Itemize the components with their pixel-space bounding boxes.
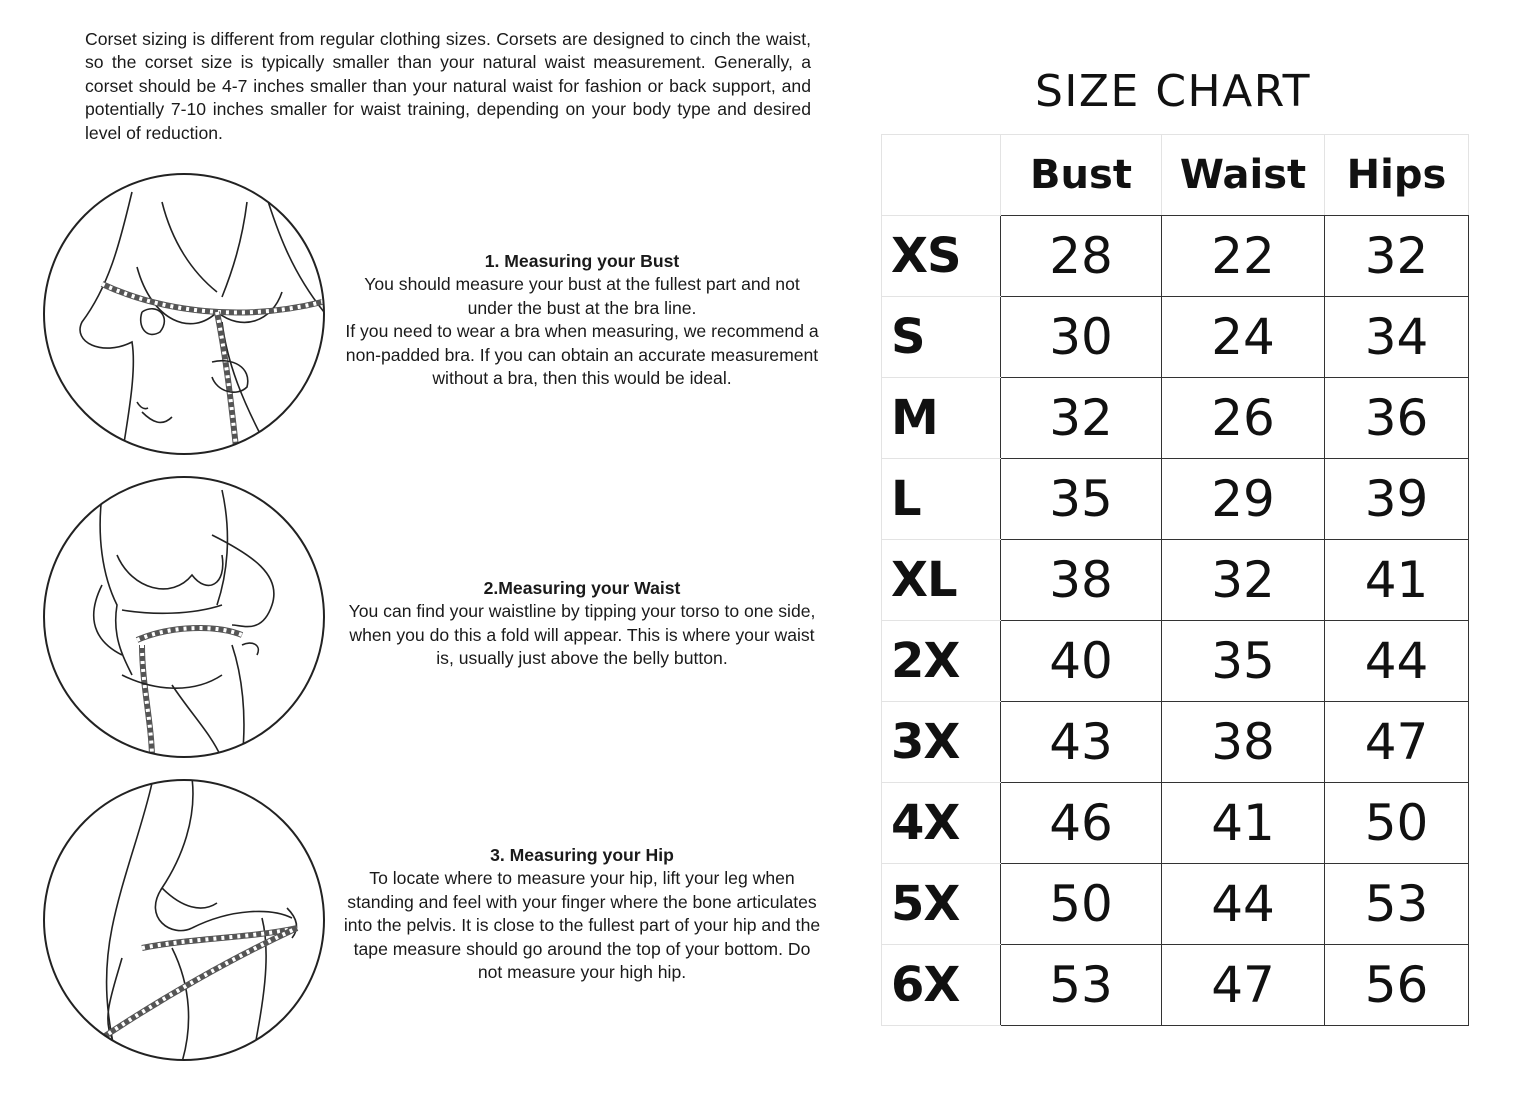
size-label: 5X <box>882 864 1001 945</box>
waist-guide <box>42 475 832 759</box>
waist-value: 44 <box>1162 864 1325 945</box>
size-chart-title: SIZE CHART <box>1035 66 1311 117</box>
table-row <box>882 621 1469 702</box>
hips-value: 44 <box>1325 621 1469 702</box>
table-row <box>882 459 1469 540</box>
size-chart-header-row <box>882 135 1469 216</box>
hip-guide-body: To locate where to measure your hip, lift your leg when standing and feel with your finger where the bone articulates into the pelvis. It is close to the fullest part of your hip and the tape measure should go around the top of your bottom. Do not measure your high hip. <box>343 868 821 983</box>
hips-value: 56 <box>1325 945 1469 1026</box>
size-label: S <box>882 297 1001 378</box>
bust-value: 32 <box>1001 378 1162 459</box>
intro-text: Corset sizing is different from regular clothing sizes. Corsets are designed to cinch the waist, so the corset size is typically smaller than your natural waist measurement. Generally, a corset should be 4-7 inches smaller than your natural waist for fashion or back support, and potentially 7-10 inches smaller for waist training, depending on your body type and desired level of reduction. <box>85 29 811 143</box>
size-label: XS <box>882 216 1001 297</box>
hips-value: 34 <box>1325 297 1469 378</box>
waist-value: 38 <box>1162 702 1325 783</box>
waist-value: 47 <box>1162 945 1325 1026</box>
waist-guide-body: You can find your waistline by tipping your torso to one side, when you do this a fold will appear. This is where your waist is, usually just above the belly button. <box>348 601 816 669</box>
column-header-waist: Waist <box>1162 135 1325 216</box>
size-label: 4X <box>882 783 1001 864</box>
column-header-hips: Hips <box>1325 135 1469 216</box>
table-row <box>882 216 1469 297</box>
bust-guide-body: You should measure your bust at the fullest part and not under the bust at the bra line. If you need to wear a bra when measuring, we recommend a non-padded bra. If you can obtain an accurate measurement without a bra, then this would be ideal. <box>345 274 819 389</box>
header-corner <box>882 135 1001 216</box>
bust-guide <box>42 172 832 456</box>
bust-measure-illustration-icon <box>42 172 326 456</box>
waist-value: 26 <box>1162 378 1325 459</box>
bust-value: 38 <box>1001 540 1162 621</box>
hip-guide-title: 3. Measuring your Hip <box>490 845 674 865</box>
hip-measure-illustration-icon <box>42 778 326 1062</box>
hip-guide <box>42 778 832 1062</box>
hips-value: 47 <box>1325 702 1469 783</box>
waist-value: 41 <box>1162 783 1325 864</box>
waist-value: 29 <box>1162 459 1325 540</box>
size-label: XL <box>882 540 1001 621</box>
bust-value: 43 <box>1001 702 1162 783</box>
hips-value: 36 <box>1325 378 1469 459</box>
table-row <box>882 540 1469 621</box>
size-label: 3X <box>882 702 1001 783</box>
size-label: L <box>882 459 1001 540</box>
bust-value: 30 <box>1001 297 1162 378</box>
waist-value: 24 <box>1162 297 1325 378</box>
bust-value: 28 <box>1001 216 1162 297</box>
waist-value: 22 <box>1162 216 1325 297</box>
size-chart-table <box>881 134 1469 1026</box>
size-label: M <box>882 378 1001 459</box>
table-row <box>882 945 1469 1026</box>
bust-value: 50 <box>1001 864 1162 945</box>
size-label: 2X <box>882 621 1001 702</box>
column-header-bust: Bust <box>1001 135 1162 216</box>
hips-value: 41 <box>1325 540 1469 621</box>
size-label: 6X <box>882 945 1001 1026</box>
table-row <box>882 378 1469 459</box>
bust-value: 53 <box>1001 945 1162 1026</box>
hips-value: 39 <box>1325 459 1469 540</box>
hips-value: 50 <box>1325 783 1469 864</box>
hips-value: 32 <box>1325 216 1469 297</box>
table-row <box>882 702 1469 783</box>
bust-guide-title: 1. Measuring your Bust <box>484 251 680 271</box>
bust-value: 40 <box>1001 621 1162 702</box>
table-row <box>882 864 1469 945</box>
waist-guide-title: 2.Measuring your Waist <box>483 578 681 598</box>
waist-measure-illustration-icon <box>42 475 326 759</box>
bust-value: 35 <box>1001 459 1162 540</box>
table-row <box>882 297 1469 378</box>
table-row <box>882 783 1469 864</box>
hips-value: 53 <box>1325 864 1469 945</box>
waist-value: 35 <box>1162 621 1325 702</box>
waist-value: 32 <box>1162 540 1325 621</box>
bust-value: 46 <box>1001 783 1162 864</box>
